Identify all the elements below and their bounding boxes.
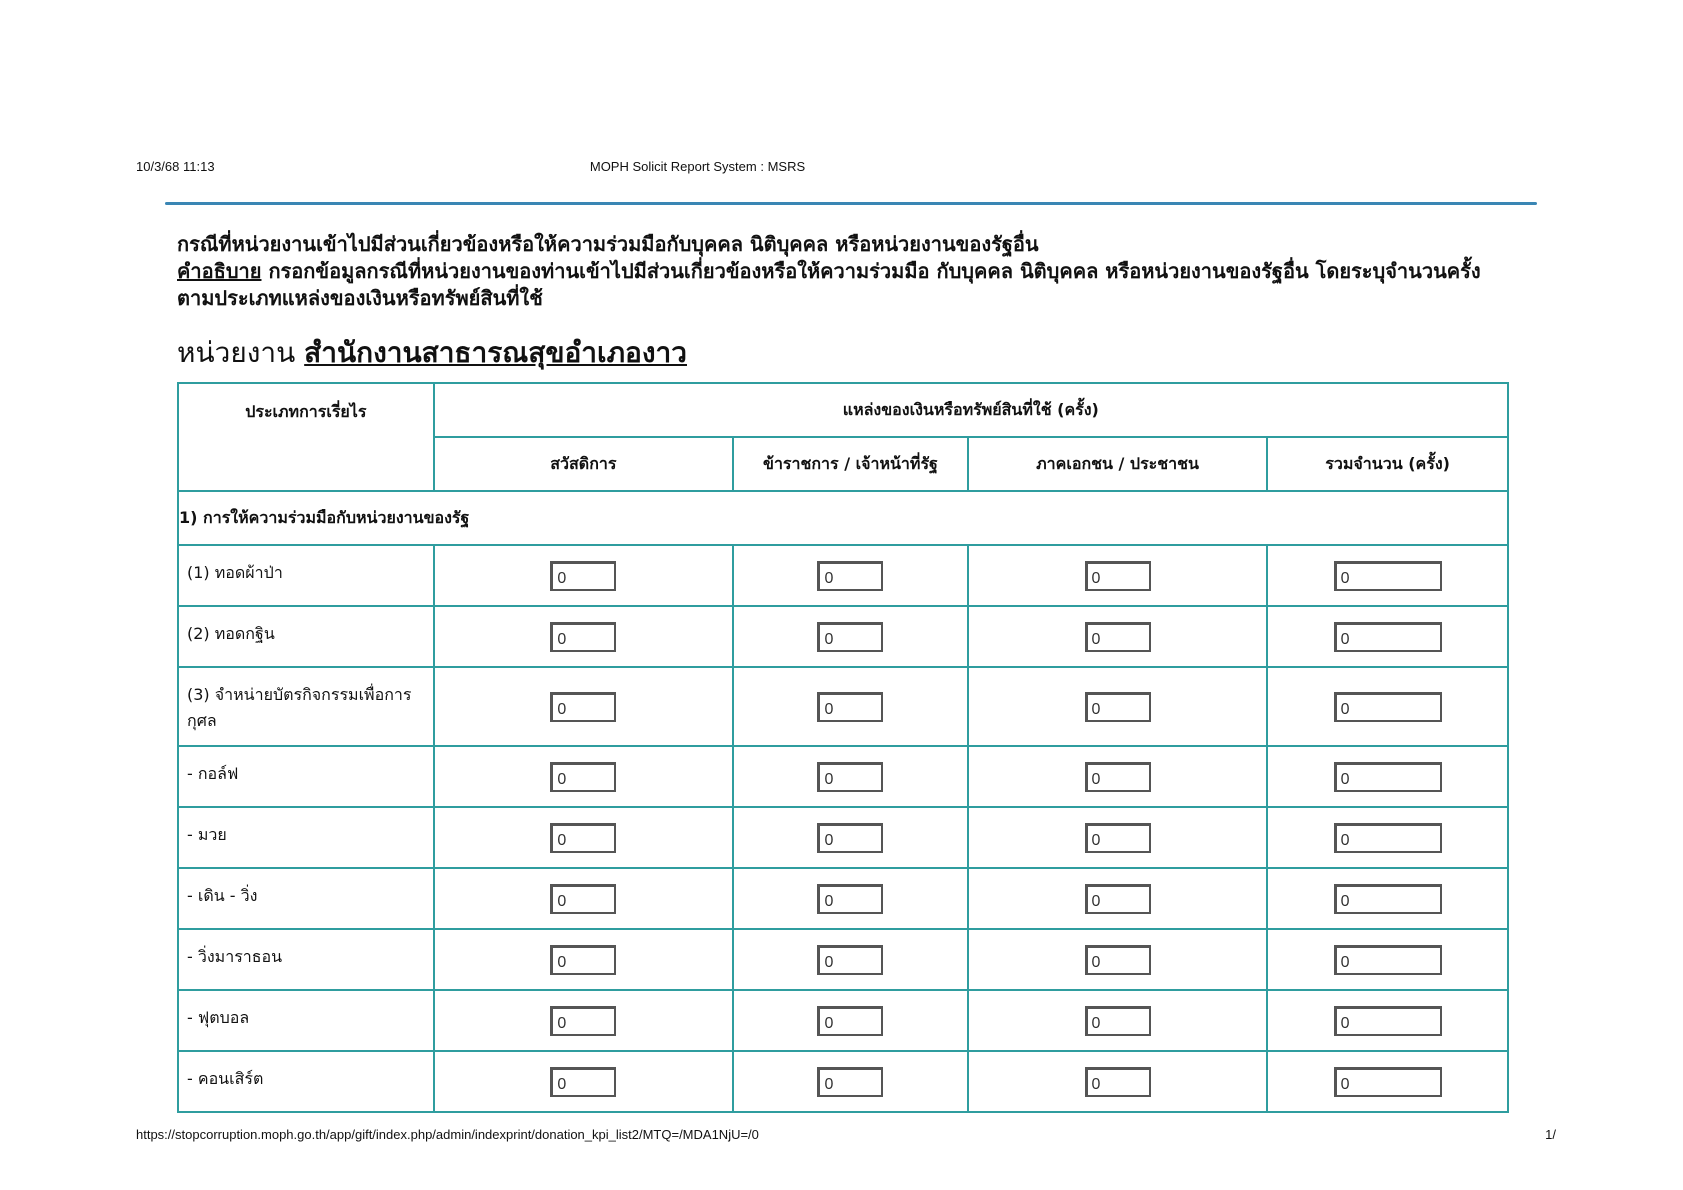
table-row <box>178 868 1508 929</box>
count-input[interactable]: 0 <box>550 945 616 975</box>
row-label: - คอนเสิร์ต <box>178 1051 434 1112</box>
table-row <box>178 807 1508 868</box>
row-label: (3) จำหน่ายบัตรกิจกรรมเพื่อการกุศล <box>178 667 434 746</box>
value-cell <box>434 929 733 990</box>
value-cell <box>434 1051 733 1112</box>
unit-name: สำนักงานสาธารณสุขอำเภองาว <box>304 336 687 369</box>
count-input[interactable]: 0 <box>550 561 616 591</box>
print-datetime: 10/3/68 11:13 <box>136 159 215 174</box>
count-input[interactable]: 0 <box>817 762 883 792</box>
print-footer <box>136 1127 1556 1142</box>
solicit-table <box>177 382 1509 1113</box>
value-cell <box>1267 545 1508 606</box>
count-input[interactable]: 0 <box>817 692 883 722</box>
value-cell <box>1267 807 1508 868</box>
value-cell <box>733 929 968 990</box>
count-input[interactable]: 0 <box>1085 884 1151 914</box>
value-cell <box>434 990 733 1051</box>
col-header: ข้าราชการ / เจ้าหน้าที่รัฐ <box>733 437 968 491</box>
table-row <box>178 929 1508 990</box>
value-cell <box>434 545 733 606</box>
value-cell <box>968 746 1268 807</box>
count-input[interactable]: 0 <box>1085 1006 1151 1036</box>
col-type-header: ประเภทการเรี่ยไร <box>178 383 434 491</box>
table-row <box>178 667 1508 746</box>
value-cell <box>733 990 968 1051</box>
value-cell <box>434 606 733 667</box>
value-cell <box>733 545 968 606</box>
value-cell <box>434 667 733 746</box>
value-cell <box>1267 667 1508 746</box>
unit-heading <box>177 331 687 375</box>
table-body <box>178 545 1508 1112</box>
count-input[interactable]: 0 <box>1085 945 1151 975</box>
row-label: - ฟุตบอล <box>178 990 434 1051</box>
value-cell <box>434 807 733 868</box>
section-header: 1) การให้ความร่วมมือกับหน่วยงานของรัฐ <box>178 491 1508 545</box>
count-input[interactable]: 0 <box>550 622 616 652</box>
count-input[interactable]: 0 <box>1085 561 1151 591</box>
value-cell <box>1267 868 1508 929</box>
table-row <box>178 990 1508 1051</box>
page-url: https://stopcorruption.moph.go.th/app/gift/index.php/admin/indexprint/donation_kpi_list2/MTQ=/MDA1NjU=/0 <box>136 1127 759 1142</box>
value-cell <box>733 1051 968 1112</box>
col-header: รวมจำนวน (ครั้ง) <box>1267 437 1508 491</box>
value-cell <box>1267 1051 1508 1112</box>
value-cell <box>1267 746 1508 807</box>
col-header: สวัสดิการ <box>434 437 733 491</box>
count-input[interactable]: 0 <box>817 884 883 914</box>
count-input[interactable]: 0 <box>550 823 616 853</box>
value-cell <box>968 545 1268 606</box>
row-label: - เดิน - วิ่ง <box>178 868 434 929</box>
count-input[interactable]: 0 <box>550 1067 616 1097</box>
value-cell <box>1267 990 1508 1051</box>
count-input[interactable]: 0 <box>1085 622 1151 652</box>
value-cell <box>968 606 1268 667</box>
count-input[interactable]: 0 <box>1334 823 1442 853</box>
value-cell <box>1267 606 1508 667</box>
intro-description <box>177 258 1517 312</box>
count-input[interactable]: 0 <box>817 1067 883 1097</box>
value-cell <box>968 929 1268 990</box>
count-input[interactable]: 0 <box>1334 884 1442 914</box>
description-text: กรอกข้อมูลกรณีที่หน่วยงานของท่านเข้าไปมีส่วนเกี่ยวข้องหรือให้ความร่วมมือ กับบุคคล นิติบุคคล หรือหน่วยงานของรัฐอื่น โดยระบุจำนวนครั้งตามประเภทแหล่งของเงินหรือทรัพย์สินที่ใช้ <box>177 259 1481 310</box>
intro-line: กรณีที่หน่วยงานเข้าไปมีส่วนเกี่ยวข้องหรือให้ความร่วมมือกับบุคคล นิติบุคคล หรือหน่วยงานของรัฐอื่น <box>177 232 1039 256</box>
table-row <box>178 545 1508 606</box>
value-cell <box>968 807 1268 868</box>
value-cell <box>968 1051 1268 1112</box>
count-input[interactable]: 0 <box>1334 762 1442 792</box>
count-input[interactable]: 0 <box>817 945 883 975</box>
count-input[interactable]: 0 <box>1085 692 1151 722</box>
value-cell <box>733 807 968 868</box>
count-input[interactable]: 0 <box>1334 692 1442 722</box>
row-label: (2) ทอดกฐิน <box>178 606 434 667</box>
value-cell <box>733 606 968 667</box>
table-row <box>178 1051 1508 1112</box>
value-cell <box>968 868 1268 929</box>
row-label: - วิ่งมาราธอน <box>178 929 434 990</box>
col-group-header: แหล่งของเงินหรือทรัพย์สินที่ใช้ (ครั้ง) <box>434 383 1508 437</box>
value-cell <box>733 746 968 807</box>
description-label: คำอธิบาย <box>177 259 262 283</box>
count-input[interactable]: 0 <box>817 622 883 652</box>
print-title: MOPH Solicit Report System : MSRS <box>589 159 806 174</box>
count-input[interactable]: 0 <box>1085 1067 1151 1097</box>
count-input[interactable]: 0 <box>1334 1006 1442 1036</box>
count-input[interactable]: 0 <box>1085 823 1151 853</box>
count-input[interactable]: 0 <box>1334 561 1442 591</box>
page-number: 1/ <box>1545 1127 1556 1142</box>
value-cell <box>968 990 1268 1051</box>
row-label: (1) ทอดผ้าป่า <box>178 545 434 606</box>
count-input[interactable]: 0 <box>1334 1067 1442 1097</box>
row-label: - มวย <box>178 807 434 868</box>
count-input[interactable]: 0 <box>1334 945 1442 975</box>
table-row <box>178 746 1508 807</box>
count-input[interactable]: 0 <box>817 1006 883 1036</box>
table-row <box>178 606 1508 667</box>
count-input[interactable]: 0 <box>550 762 616 792</box>
count-input[interactable]: 0 <box>550 692 616 722</box>
value-cell <box>733 868 968 929</box>
unit-label: หน่วยงาน <box>177 336 305 369</box>
count-input[interactable]: 0 <box>1085 762 1151 792</box>
value-cell <box>434 746 733 807</box>
value-cell <box>1267 929 1508 990</box>
row-label: - กอล์ฟ <box>178 746 434 807</box>
col-header: ภาคเอกชน / ประชาชน <box>968 437 1268 491</box>
value-cell <box>733 667 968 746</box>
header-divider <box>165 202 1537 205</box>
intro-text <box>177 231 1517 312</box>
value-cell <box>968 667 1268 746</box>
count-input[interactable]: 0 <box>817 561 883 591</box>
count-input[interactable]: 0 <box>550 884 616 914</box>
value-cell <box>434 868 733 929</box>
count-input[interactable]: 0 <box>1334 622 1442 652</box>
count-input[interactable]: 0 <box>817 823 883 853</box>
count-input[interactable]: 0 <box>550 1006 616 1036</box>
